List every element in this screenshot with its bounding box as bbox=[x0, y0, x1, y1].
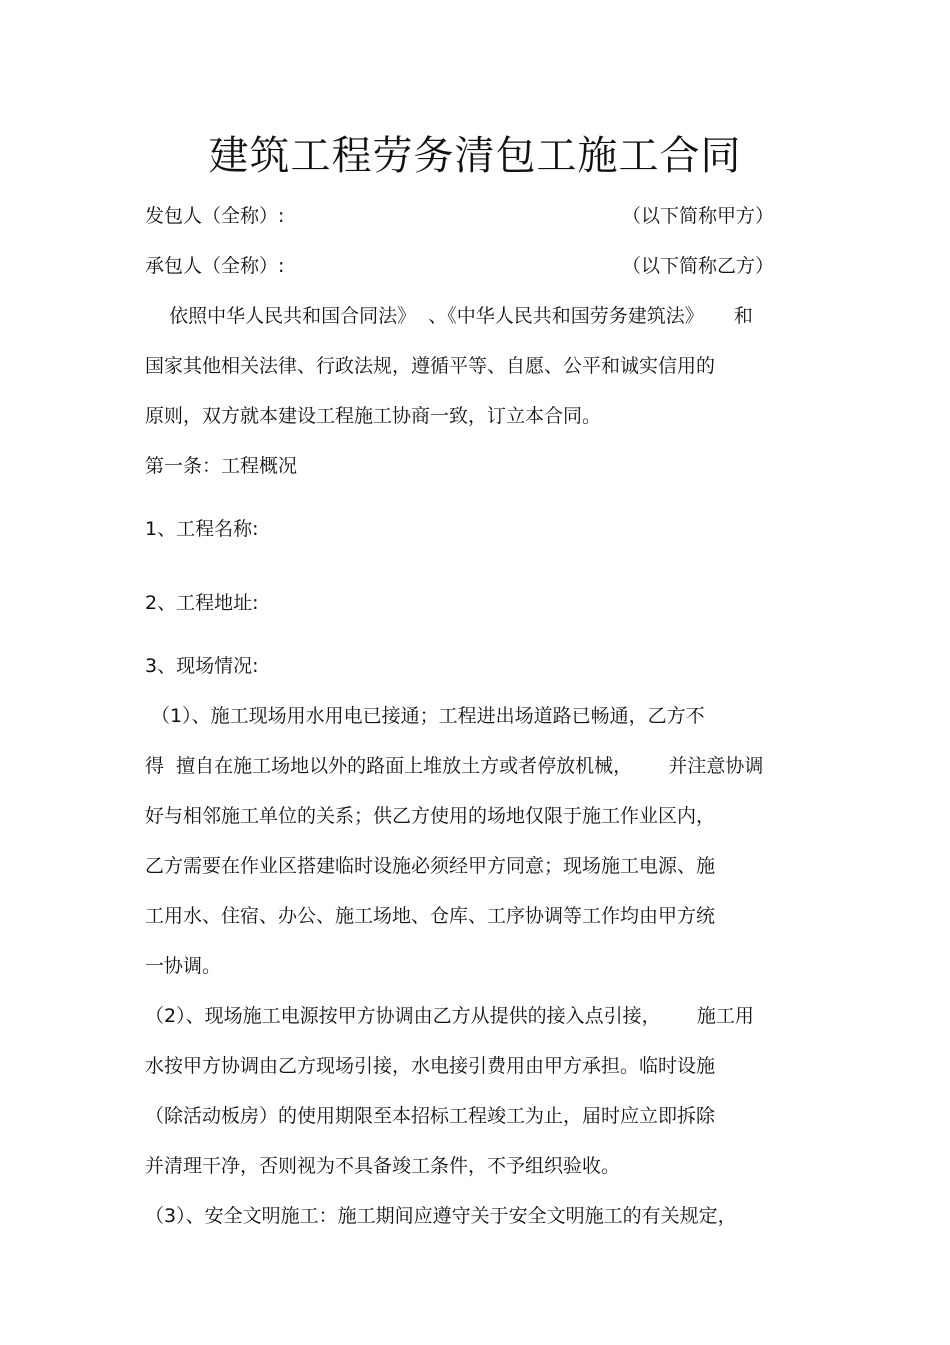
item-project-name: 1、工程名称: bbox=[145, 518, 259, 540]
clause-1-line: 一协调。 bbox=[145, 955, 222, 977]
preamble-line: 依照中华人民共和国合同法》 、《中华人民共和国劳务建筑法》 和 bbox=[145, 305, 753, 327]
article-1-heading: 第一条：工程概况 bbox=[145, 455, 298, 477]
clause-3-line: （3）、安全文明施工：施工期间应遵守关于安全文明施工的有关规定， bbox=[145, 1205, 737, 1227]
clause-1-line: 工用水、住宿、办公、施工场地、仓库、工序协调等工作均由甲方统 bbox=[145, 905, 716, 927]
document-title: 建筑工程劳务清包工施工合同 bbox=[208, 133, 742, 179]
party-b-note: （以下简称乙方） bbox=[622, 255, 775, 277]
party-a-note: （以下简称甲方） bbox=[622, 205, 775, 227]
preamble-line: 原则，双方就本建设工程施工协商一致，订立本合同。 bbox=[145, 405, 602, 427]
clause-2-line: （除活动板房）的使用期限至本招标工程竣工为止，届时应立即拆除 bbox=[145, 1105, 716, 1127]
clause-2-line: 并清理干净，否则视为不具备竣工条件，不予组织验收。 bbox=[145, 1155, 621, 1177]
clause-2-line: （2）、现场施工电源按甲方协调由乙方从提供的接入点引接， 施工用 bbox=[145, 1005, 754, 1027]
item-project-address: 2、工程地址: bbox=[145, 592, 259, 614]
preamble-line: 国家其他相关法律、行政法规，遵循平等、自愿、公平和诚实信用的 bbox=[145, 355, 716, 377]
party-a-label: 发包人（全称）: bbox=[145, 205, 285, 227]
item-site-conditions: 3、现场情况: bbox=[145, 655, 259, 677]
clause-2-line: 水按甲方协调由乙方现场引接，水电接引费用由甲方承担。临时设施 bbox=[145, 1055, 716, 1077]
clause-1-line: 得 擅自在施工场地以外的路面上堆放土方或者停放机械， 并注意协调 bbox=[145, 755, 764, 777]
clause-1-line: 乙方需要在作业区搭建临时设施必须经甲方同意；现场施工电源、施 bbox=[145, 855, 716, 877]
clause-1-line: 好与相邻施工单位的关系；供乙方使用的场地仅限于施工作业区内， bbox=[145, 805, 716, 827]
party-b-label: 承包人（全称）: bbox=[145, 255, 285, 277]
clause-1-line: （1）、施工现场用水用电已接通；工程进出场道路已畅通，乙方不 bbox=[145, 705, 705, 727]
